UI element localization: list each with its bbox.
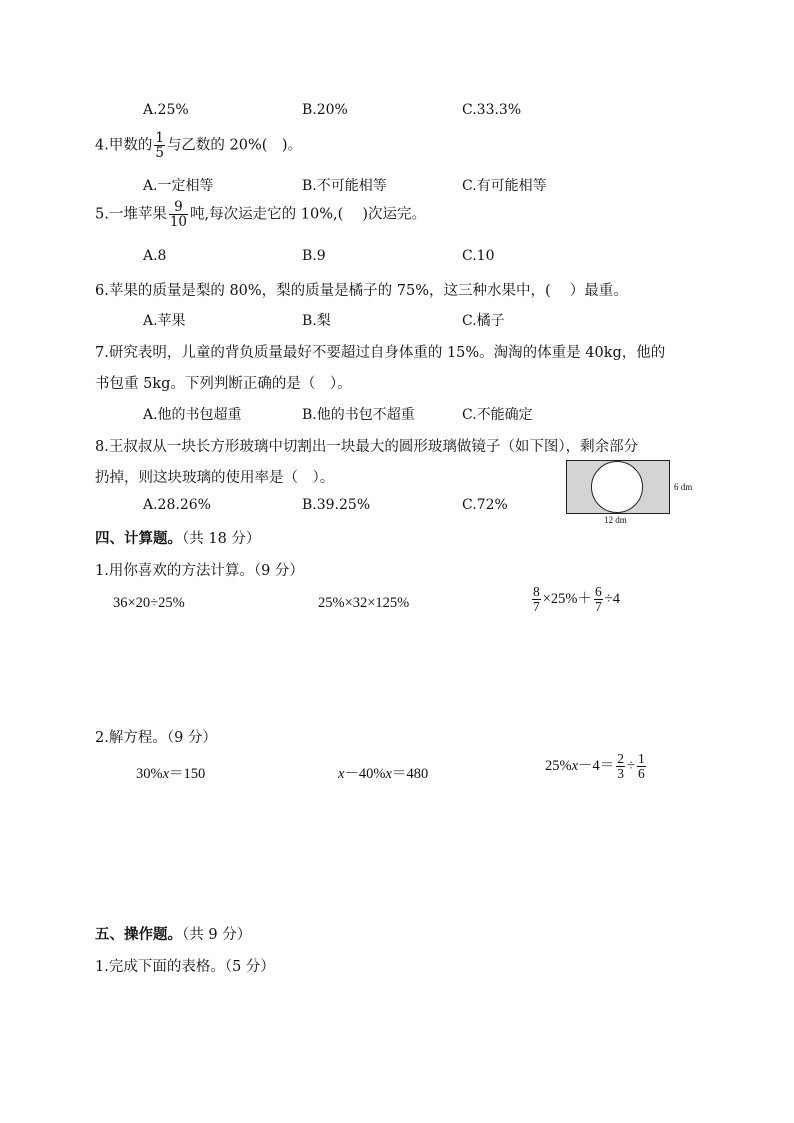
frac-num: 1 — [638, 751, 645, 766]
eq1-coef: 30% — [136, 766, 163, 782]
q8-option-c: C.72% — [462, 497, 508, 513]
calc2-equation-2 — [338, 762, 428, 783]
q5-option-b: B.9 — [302, 248, 326, 264]
frac-den: 3 — [617, 766, 625, 782]
figure-width-label: 12 dm — [604, 515, 627, 525]
eq3-frac2 — [637, 752, 646, 781]
calc1-expression-3 — [530, 585, 620, 614]
q8-line2: 扔掉，则这块玻璃的使用率是（ ）。 — [95, 470, 335, 486]
q5-suffix: 吨,每次运走它的 10%,( )次运完。 — [190, 206, 427, 223]
eq3-coef: 25% — [545, 758, 572, 774]
calc1-expression-1: 36×20÷25% — [113, 595, 185, 611]
mirror-circle — [591, 461, 643, 513]
eq2-var1: x — [338, 766, 345, 782]
q5-fraction — [169, 200, 188, 229]
q3-option-b: B.20% — [302, 102, 348, 118]
q4-text — [95, 131, 302, 160]
frac-num: 8 — [533, 584, 540, 599]
section4-points: （共 18 分） — [182, 531, 261, 547]
frac-num: 6 — [595, 584, 602, 599]
calc1-e3-frac1 — [532, 585, 541, 614]
q7-option-a: A.他的书包超重 — [143, 407, 242, 423]
glass-rectangle-figure — [566, 460, 670, 514]
eq2-coef: －40% — [344, 766, 386, 782]
q4-option-a: A.一定相等 — [143, 178, 214, 194]
eq2-var2: x — [385, 766, 392, 782]
q4-frac-num: 1 — [155, 130, 164, 146]
figure-height-label: 6 dm — [674, 482, 693, 492]
q6-option-a: A.苹果 — [143, 313, 186, 329]
eq3-div: ÷ — [627, 758, 635, 774]
calc1-e3-end: ÷4 — [604, 591, 620, 607]
calc2-label: 2.解方程。（9 分） — [95, 730, 217, 746]
calc1-label: 1.用你喜欢的方法计算。（9 分） — [95, 563, 304, 579]
section4-title: 四、计算题。 — [95, 530, 182, 547]
q3-option-a: A.25% — [143, 102, 189, 118]
q4-option-b: B.不可能相等 — [302, 178, 387, 194]
calc2-equation-1 — [136, 762, 205, 783]
frac-den: 6 — [638, 766, 645, 782]
q4-suffix: 与乙数的 20%( )。 — [166, 137, 303, 154]
q7-line1: 7.研究表明，儿童的背负质量最好不要超过自身体重的 15%。淘淘的体重是 40kg，他的 — [95, 345, 666, 361]
q6-option-b: B.梨 — [302, 313, 331, 329]
q4-option-c: C.有可能相等 — [462, 178, 547, 194]
q5-option-c: C.10 — [462, 248, 495, 264]
q8-line1: 8.王叔叔从一块长方形玻璃中切割出一块最大的圆形玻璃做镜子（如下图），剩余部分 — [95, 439, 639, 455]
eq3-frac1 — [616, 752, 625, 781]
calc2-equation-3 — [545, 752, 648, 781]
q7-option-c: C.不能确定 — [462, 407, 533, 423]
q4-fraction — [154, 131, 165, 160]
q7-option-b: B.他的书包不超重 — [302, 407, 415, 423]
q3-option-c: C.33.3% — [462, 102, 522, 118]
eq2-rhs: ＝480 — [391, 766, 429, 782]
frac-num: 2 — [617, 751, 625, 766]
q5-option-a: A.8 — [143, 248, 167, 264]
calc1-e3-mid: ×25%＋ — [542, 591, 593, 607]
q7-line2: 书包重 5kg。下列判断正确的是（ ）。 — [95, 376, 352, 392]
q5-text — [95, 200, 426, 229]
section5-title: 五、操作题。 — [95, 926, 182, 943]
q4-prefix: 4.甲数的 — [95, 137, 153, 154]
q8-option-a: A.28.26% — [143, 497, 211, 513]
eq1-var: x — [162, 766, 170, 782]
calc1-expression-2: 25%×32×125% — [318, 595, 410, 611]
section4-heading — [95, 527, 260, 548]
frac-den: 7 — [595, 599, 602, 615]
eq1-rhs: ＝150 — [169, 766, 206, 782]
section5-heading — [95, 923, 251, 944]
q5-frac-num: 9 — [169, 200, 188, 215]
frac-den: 7 — [533, 599, 540, 615]
calc1-e3-frac2 — [594, 585, 603, 614]
q4-frac-den: 5 — [155, 145, 164, 162]
op1-label: 1.完成下面的表格。（5 分） — [95, 959, 275, 975]
q6-text: 6.苹果的质量是梨的 80%，梨的质量是橘子的 75%，这三种水果中，( ）最重。 — [95, 283, 628, 299]
eq3-var: x — [571, 758, 579, 774]
section5-points: （共 9 分） — [182, 927, 252, 943]
eq3-mid: －4＝ — [578, 758, 615, 774]
q6-option-c: C.橘子 — [462, 313, 505, 329]
q5-prefix: 5.一堆苹果 — [95, 206, 167, 223]
q8-option-b: B.39.25% — [302, 497, 371, 513]
q5-frac-den: 10 — [169, 214, 188, 231]
